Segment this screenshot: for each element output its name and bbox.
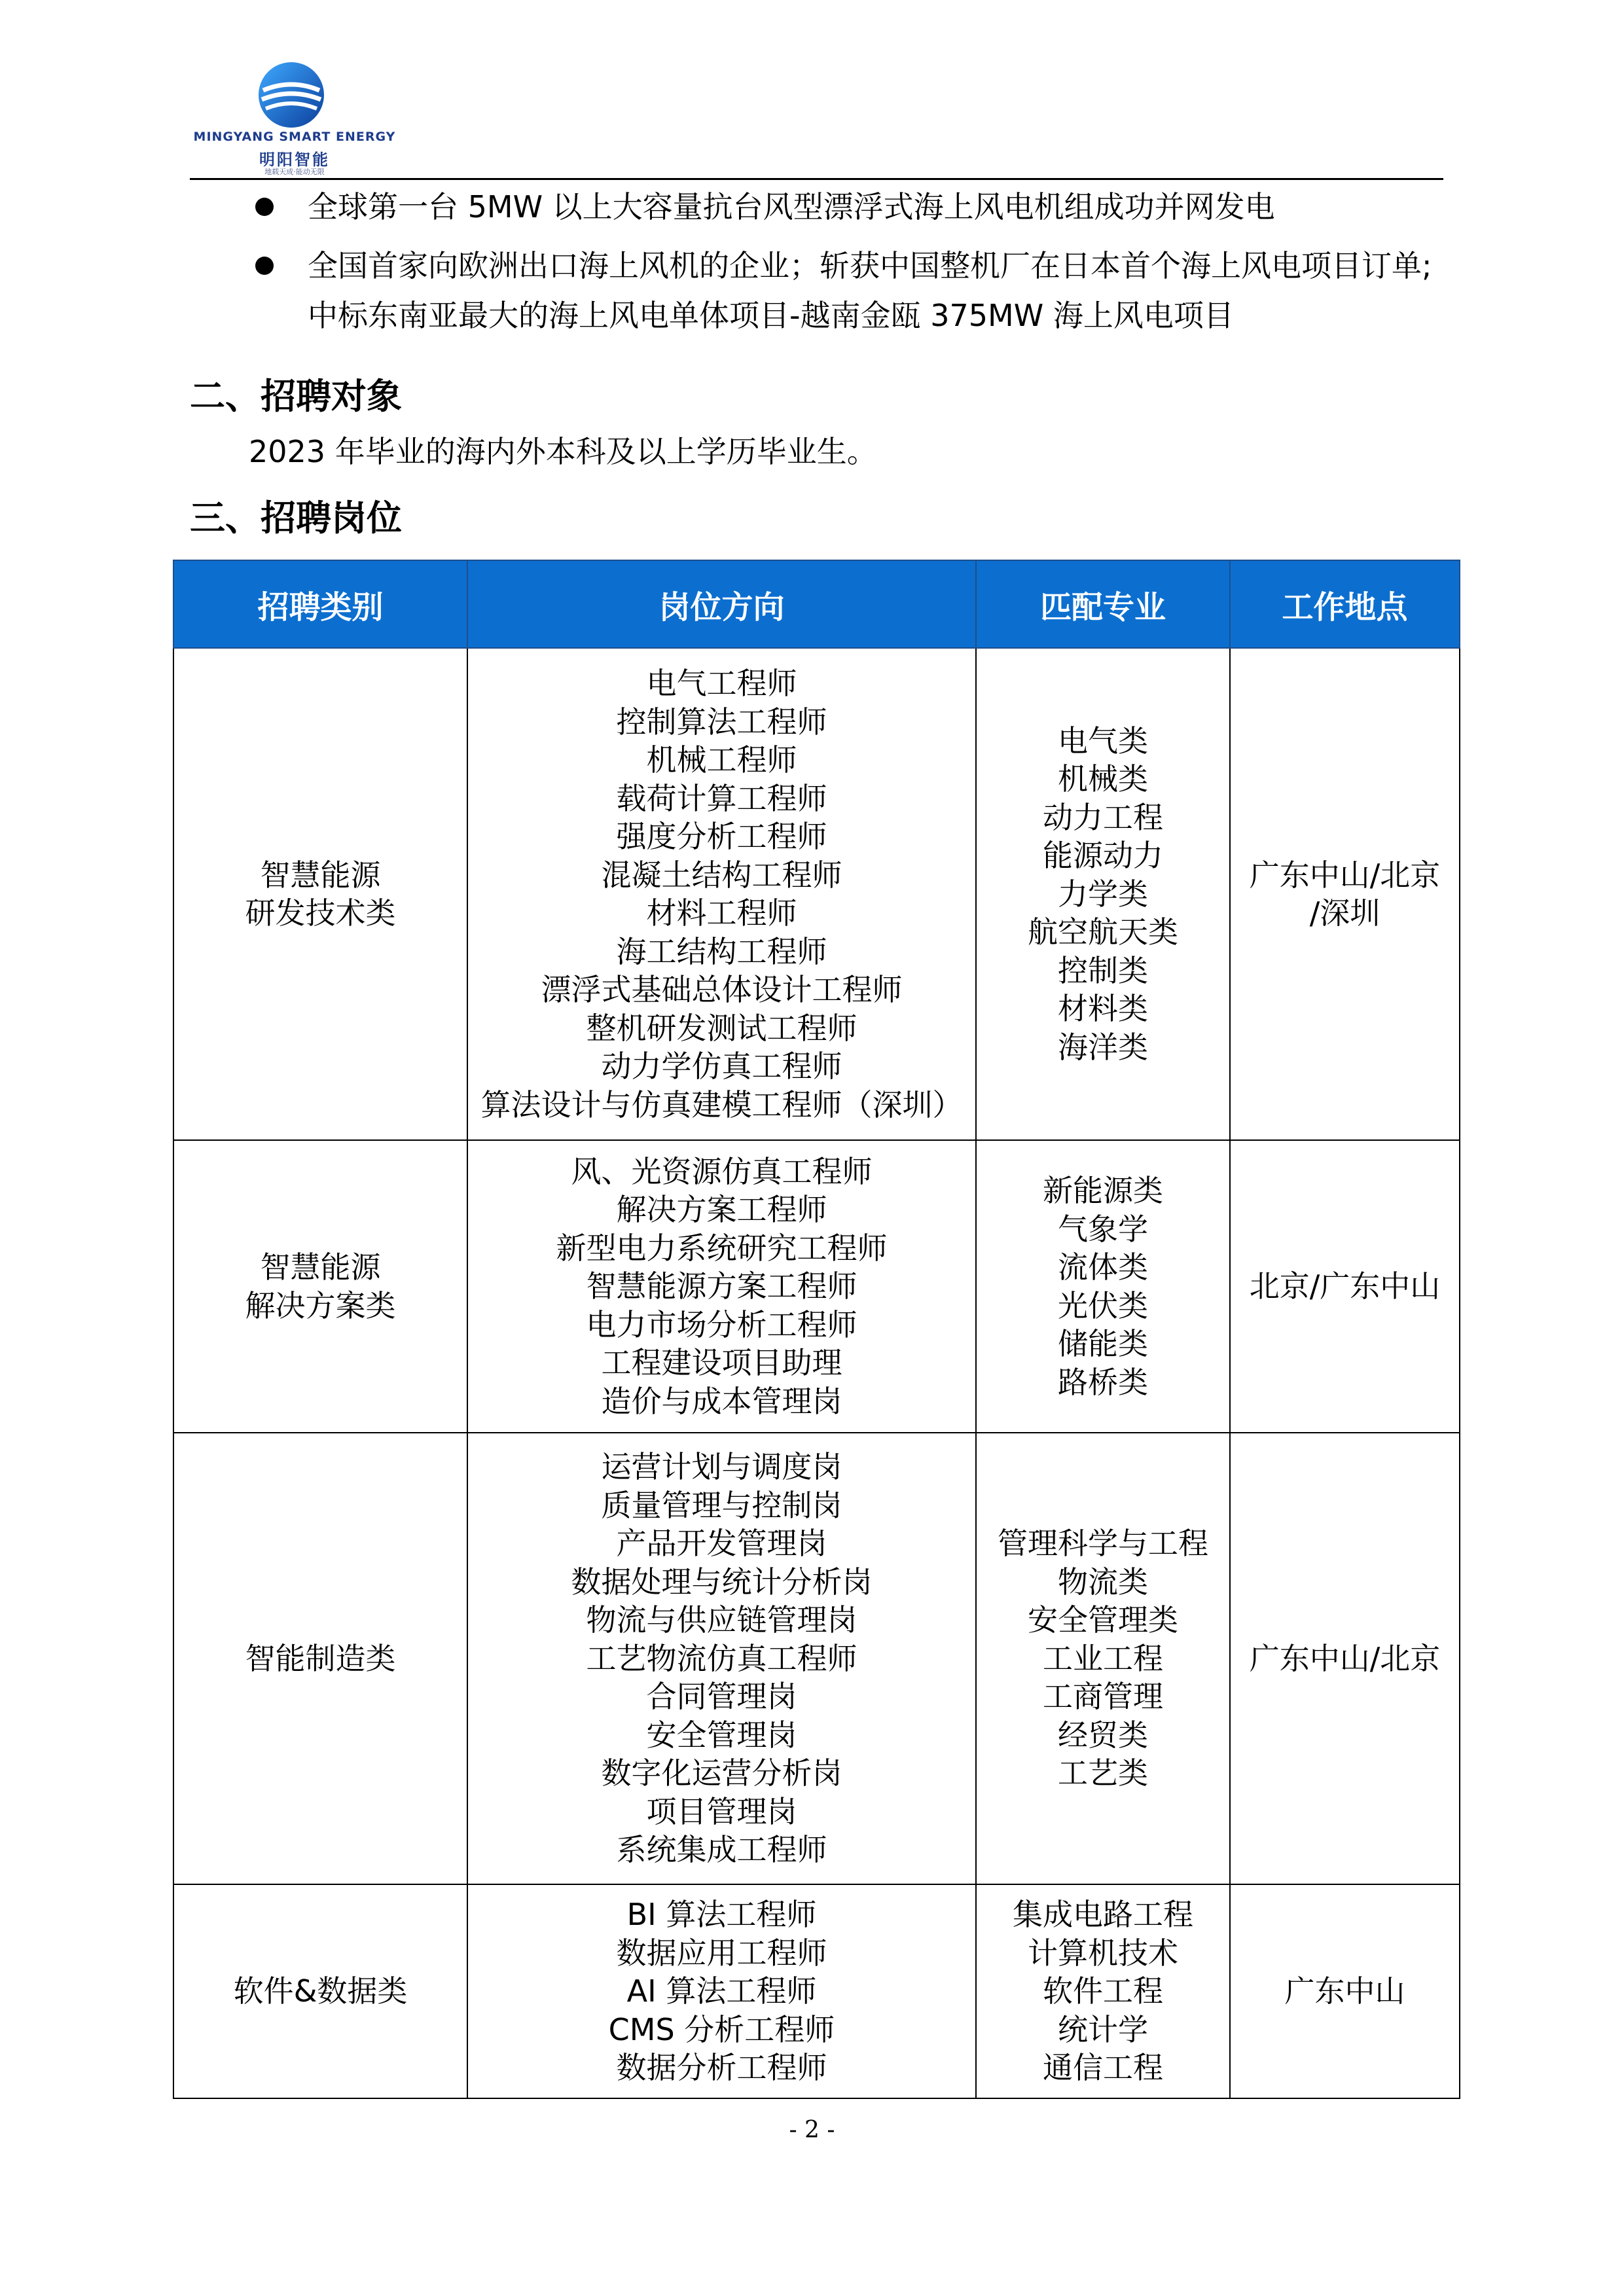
location-cell [1230, 648, 1460, 1140]
position-item: 造价与成本管理岗 [601, 1383, 842, 1419]
major-item: 材料类 [1058, 991, 1148, 1027]
location-line: 北京/广东中山 [1249, 1268, 1441, 1304]
column-header-location: 工作地点 [1230, 560, 1460, 648]
major-item: 新能源类 [1043, 1173, 1163, 1208]
position-item: 合同管理岗 [646, 1679, 797, 1715]
position-item: 数字化运营分析岗 [601, 1755, 842, 1791]
major-item: 气象学 [1058, 1211, 1148, 1247]
position-item: 强度分析工程师 [616, 819, 827, 854]
logo-text-en: MINGYANG SMART ENERGY [193, 130, 396, 144]
major-item: 控制类 [1058, 952, 1148, 988]
position-item: 材料工程师 [646, 895, 797, 931]
majors-cell [976, 1884, 1230, 2098]
category-cell [173, 1433, 467, 1884]
major-item: 通信工程 [1043, 2050, 1163, 2086]
location-cell [1230, 1140, 1460, 1433]
logo-text-cn: 明阳智能 [259, 151, 330, 169]
category-line: 智慧能源 [260, 857, 381, 893]
major-item: 统计学 [1058, 2011, 1148, 2047]
positions-table [173, 560, 1460, 2099]
position-item: 算法设计与仿真建模工程师（深圳） [480, 1086, 963, 1122]
major-item: 工艺类 [1058, 1755, 1148, 1791]
position-item: 产品开发管理岗 [616, 1526, 827, 1562]
bullet-text: 全球第一台 5MW 以上大容量抗台风型漂浮式海上风电机组成功并网发电 [308, 189, 1275, 224]
table-row [173, 1140, 1460, 1433]
positions-cell [467, 648, 976, 1140]
page-number: - 2 - [789, 2117, 835, 2144]
column-header-major: 匹配专业 [976, 560, 1230, 648]
position-item: 运营计划与调度岗 [601, 1449, 842, 1485]
position-item: 物流与供应链管理岗 [586, 1602, 857, 1638]
list-item [249, 241, 1447, 340]
location-cell [1230, 1433, 1460, 1884]
position-item: BI 算法工程师 [626, 1897, 817, 1933]
position-item: 动力学仿真工程师 [601, 1049, 842, 1084]
position-item: 载荷计算工程师 [616, 780, 827, 816]
section-body-recruitment-target: 2023 年毕业的海内外本科及以上学历毕业生。 [249, 434, 877, 469]
position-item: 电力市场分析工程师 [586, 1306, 857, 1342]
major-item: 光伏类 [1058, 1287, 1148, 1323]
major-item: 航空航天类 [1028, 914, 1178, 950]
table-row [173, 648, 1460, 1140]
location-cell [1230, 1884, 1460, 2098]
category-cell [173, 1884, 467, 2098]
major-item: 安全管理类 [1028, 1602, 1178, 1638]
major-item: 物流类 [1058, 1564, 1148, 1600]
category-cell [173, 648, 467, 1140]
table-header-row [173, 560, 1460, 648]
section-title-recruitment-positions: 三、招聘岗位 [190, 497, 402, 539]
major-item: 集成电路工程 [1013, 1897, 1193, 1933]
position-item: 机械工程师 [646, 742, 797, 778]
position-item: 新型电力系统研究工程师 [556, 1230, 888, 1266]
position-item: AI 算法工程师 [626, 1973, 817, 2009]
position-item: 工艺物流仿真工程师 [586, 1640, 857, 1676]
major-item: 能源动力 [1043, 838, 1163, 874]
major-item: 动力工程 [1043, 799, 1163, 835]
achievement-list [249, 182, 1447, 350]
location-line: 广东中山/北京 [1249, 1640, 1441, 1676]
positions-cell [467, 1884, 976, 2098]
major-item: 机械类 [1058, 761, 1148, 797]
section-title-recruitment-target: 二、招聘对象 [190, 376, 402, 417]
position-item: 控制算法工程师 [616, 704, 827, 740]
location-line: /深圳 [1309, 895, 1380, 931]
position-item: 风、光资源仿真工程师 [571, 1153, 873, 1189]
majors-cell [976, 1433, 1230, 1884]
bullet-icon [255, 198, 274, 216]
position-item: 漂浮式基础总体设计工程师 [541, 972, 903, 1007]
positions-cell [467, 1140, 976, 1433]
location-line: 广东中山/北京 [1249, 857, 1441, 893]
list-item [249, 182, 1447, 232]
position-item: 项目管理岗 [646, 1793, 797, 1829]
location-line: 广东中山 [1284, 1973, 1405, 2009]
majors-cell [976, 1140, 1230, 1433]
position-item: 电气工程师 [646, 666, 797, 701]
bullet-text: 全国首家向欧洲出口海上风机的企业；斩获中国整机厂在日本首个海上风电项目订单;中标东南亚最大的海上风电单体项目-越南金瓯 375MW 海上风电项目 [308, 248, 1432, 333]
mingyang-globe-icon [255, 59, 327, 131]
major-item: 力学类 [1058, 876, 1148, 912]
position-item: 智慧能源方案工程师 [586, 1268, 857, 1304]
major-item: 海洋类 [1058, 1029, 1148, 1065]
position-item: CMS 分析工程师 [608, 2011, 835, 2047]
position-item: 整机研发测试工程师 [586, 1010, 857, 1046]
position-item: 海工结构工程师 [616, 933, 827, 969]
bullet-icon [255, 257, 274, 275]
position-item: 数据应用工程师 [616, 1935, 827, 1971]
table-row [173, 1884, 1460, 2098]
major-item: 经贸类 [1058, 1717, 1148, 1753]
major-item: 工业工程 [1043, 1640, 1163, 1676]
category-line: 解决方案类 [245, 1287, 396, 1323]
major-item: 工商管理 [1043, 1679, 1163, 1715]
category-cell [173, 1140, 467, 1433]
company-logo [190, 52, 399, 177]
major-item: 管理科学与工程 [998, 1526, 1208, 1562]
position-item: 数据分析工程师 [616, 2050, 827, 2086]
position-item: 混凝土结构工程师 [601, 857, 842, 893]
position-item: 数据处理与统计分析岗 [571, 1564, 873, 1600]
column-header-position: 岗位方向 [467, 560, 976, 648]
category-line: 软件&数据类 [233, 1973, 408, 2009]
positions-cell [467, 1433, 976, 1884]
majors-cell [976, 648, 1230, 1140]
major-item: 储能类 [1058, 1326, 1148, 1361]
position-item: 解决方案工程师 [616, 1192, 827, 1228]
major-item: 流体类 [1058, 1249, 1148, 1285]
category-line: 智能制造类 [245, 1640, 396, 1676]
major-item: 电气类 [1058, 723, 1148, 759]
category-line: 智慧能源 [260, 1249, 381, 1285]
major-item: 计算机技术 [1028, 1935, 1178, 1971]
position-item: 安全管理岗 [646, 1717, 797, 1753]
position-item: 质量管理与控制岗 [601, 1487, 842, 1523]
category-line: 研发技术类 [245, 895, 396, 931]
major-item: 软件工程 [1043, 1973, 1163, 2009]
position-item: 系统集成工程师 [616, 1832, 827, 1868]
logo-slogan: 地载天成·能动无限 [264, 168, 325, 176]
column-header-category: 招聘类别 [173, 560, 467, 648]
major-item: 路桥类 [1058, 1364, 1148, 1400]
table-row [173, 1433, 1460, 1884]
header-divider [190, 178, 1443, 180]
position-item: 工程建设项目助理 [601, 1345, 842, 1381]
